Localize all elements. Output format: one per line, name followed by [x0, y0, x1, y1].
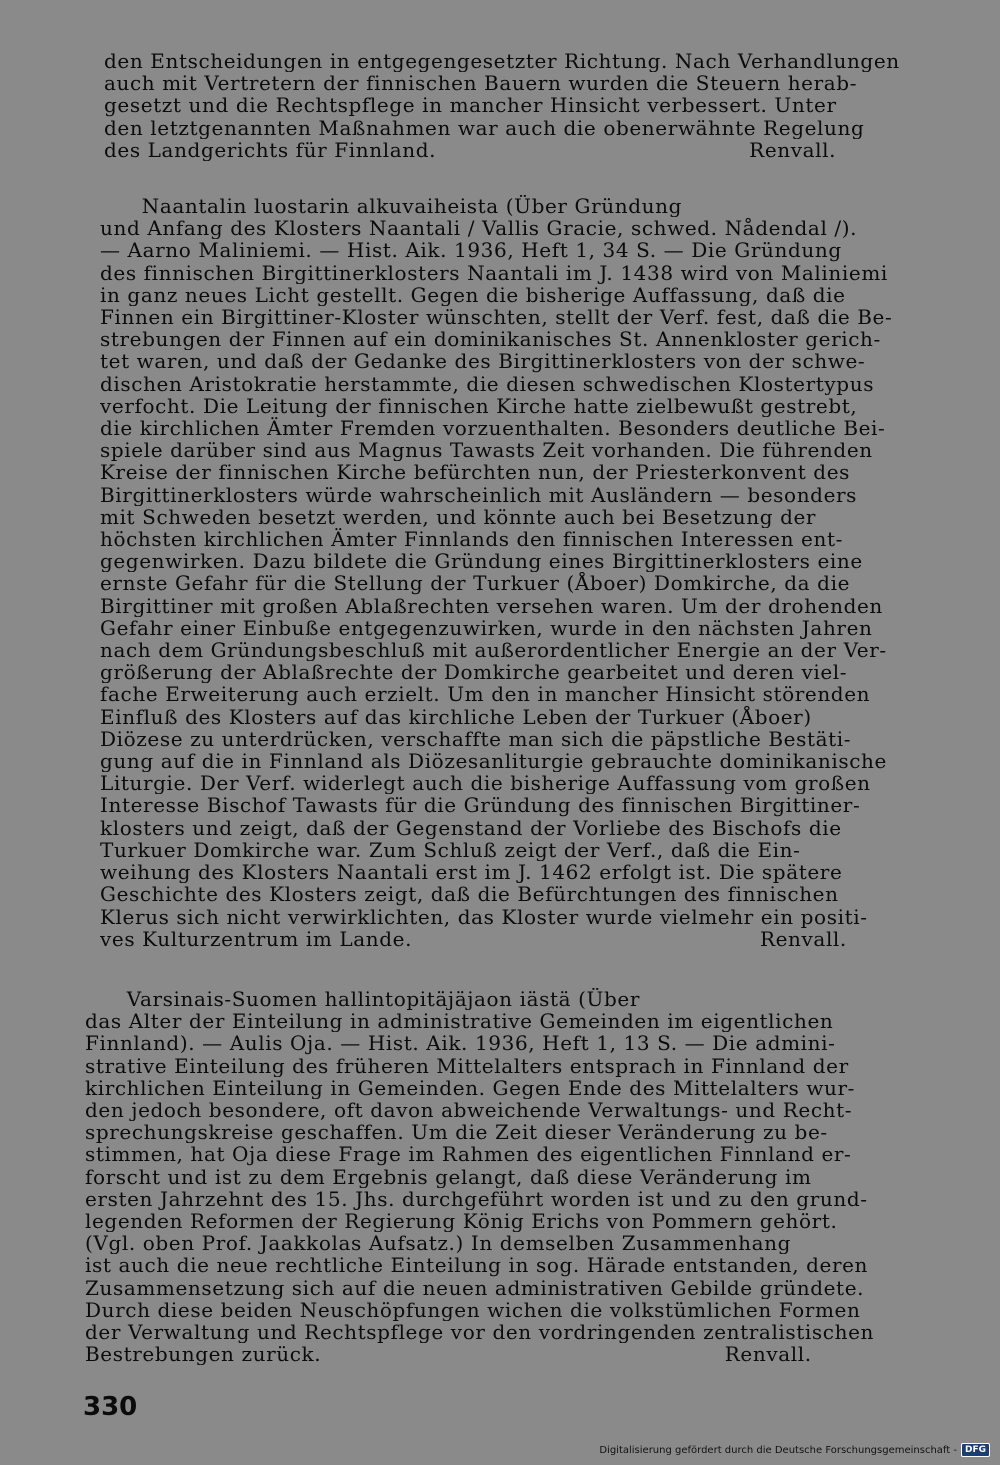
text-line: Liturgie. Der Verf. widerlegt auch die bisherige Auffassung vom großen — [100, 772, 871, 795]
text-line: Durch diese beiden Neuschöpfungen wichen die volkstümlichen Formen — [85, 1298, 861, 1322]
text-line: Diözese zu unterdrücken, verschaffte man sich die päpstliche Bestäti- — [100, 727, 852, 751]
text-line: Varsinais-Suomen hallintopitäjäjaon iästä (Über — [85, 988, 640, 1011]
text-line: Kreise der finnischen Kirche befürchten nun, der Priesterkonvent des — [100, 461, 850, 484]
text-line: des Landgerichts für Finnland. Renvall. — [104, 138, 837, 162]
text-line: mit Schweden besetzt werden, und könnte auch bei Besetzung der — [100, 505, 817, 529]
text-line: den jedoch besondere, oft davon abweichende Verwaltungs- und Recht- — [85, 1099, 853, 1122]
text-line: kirchlichen Einteilung in Gemeinden. Gegen Ende des Mittelalters wur- — [85, 1076, 856, 1100]
text-line: Geschichte des Klosters zeigt, daß die Befürchtungen des finnischen — [100, 883, 839, 906]
text-line: tet waren, und daß der Gedanke des Birgittinerklosters von der schwe- — [100, 350, 866, 373]
text-line: Naantalin luostarin alkuvaiheista (Über Gründung — [100, 195, 683, 218]
text-line: klosters und zeigt, daß der Gegenstand der Vorliebe des Bischofs die — [100, 816, 842, 839]
text-line: dischen Aristokratie herstammte, die diesen schwedischen Klostertypus — [100, 372, 875, 395]
text-line: Birgittinerklosters würde wahrscheinlich mit Ausländern — besonders — [100, 483, 858, 506]
text-line: den Entscheidungen in entgegengesetzter Richtung. Nach Verhandlungen — [104, 50, 900, 73]
review-section — [100, 195, 950, 950]
text-line: gung auf die in Finnland als Diözesanliturgie gebrauchte dominikanische — [100, 750, 887, 773]
text-line: nach dem Gründungsbeschluß mit außerordentlicher Energie an der Ver- — [100, 639, 887, 662]
text-line: des finnischen Birgittinerklosters Naantali im J. 1438 wird von Maliniemi — [100, 261, 888, 284]
footer-text: Digitalisierung gefördert durch die Deutsche Forschungsgemeinschaft - — [599, 1444, 957, 1456]
text-line: (Vgl. oben Prof. Jaakkolas Aufsatz.) In demselben Zusammenhang — [85, 1232, 792, 1255]
text-line: die kirchlichen Ämter Fremden vorzuenthalten. Besonders deutliche Bei- — [100, 417, 886, 440]
text-line: das Alter der Einteilung in administrative Gemeinden im eigentlichen — [85, 1010, 834, 1033]
text-line: Finnen ein Birgittiner-Kloster wünschten, stellt der Verf. fest, daß die Be- — [100, 306, 893, 329]
dfg-logo-icon: DFG — [961, 1443, 990, 1457]
text-line: ersten Jahrzehnt des 15. Jhs. durchgeführt worden ist und zu den grund- — [85, 1187, 868, 1211]
text-line: höchsten kirchlichen Ämter Finnlands den finnischen Interessen ent- — [100, 528, 843, 551]
text-line: strative Einteilung des früheren Mittelalters entsprach in Finnland der — [85, 1054, 849, 1077]
text-line: stimmen, hat Oja diese Frage im Rahmen des eigentlichen Finnland er- — [85, 1143, 852, 1166]
text-line: ves Kulturzentrum im Lande. Renvall. — [100, 927, 847, 950]
review-section — [104, 50, 954, 161]
review-section — [85, 988, 935, 1365]
text-line: Klerus sich nicht verwirklichten, das Kloster wurde vielmehr ein positi- — [100, 905, 868, 928]
text-line: spiele darüber sind aus Magnus Tawasts Zeit vorhanden. Die führenden — [100, 439, 873, 462]
text-line: legenden Reformen der Regierung König Erichs von Pommern gehört. — [85, 1210, 838, 1233]
text-line: Birgittiner mit großen Ablaßrechten versehen waren. Um der drohenden — [100, 594, 883, 617]
text-line: Bestrebungen zurück. Renvall. — [85, 1343, 812, 1366]
text-line: größerung der Ablaßrechte der Domkirche gearbeitet und deren viel- — [100, 661, 848, 684]
digitization-footer — [599, 1443, 990, 1457]
text-line: ernste Gefahr für die Stellung der Turkuer (Åboer) Domkirche, da die — [100, 572, 850, 595]
text-line: der Verwaltung und Rechtspflege vor den vordringenden zentralistischen — [85, 1321, 874, 1344]
text-line: weihung des Klosters Naantali erst im J. 1462 erfolgt ist. Die spätere — [100, 861, 843, 884]
text-line: in ganz neues Licht gestellt. Gegen die bisherige Auffassung, daß die — [100, 283, 846, 307]
text-line: Einfluß des Klosters auf das kirchliche Leben der Turkuer (Åboer) — [100, 705, 812, 728]
text-line: ist auch die neue rechtliche Einteilung in sog. Härade entstanden, deren — [85, 1254, 869, 1277]
text-line: sprechungskreise geschaffen. Um die Zeit dieser Veränderung zu be- — [85, 1121, 828, 1144]
text-line: Gefahr einer Einbuße entgegenzuwirken, wurde in den nächsten Jahren — [100, 616, 873, 640]
text-line: strebungen der Finnen auf ein dominikanisches St. Annenkloster gerich- — [100, 328, 881, 351]
text-line: auch mit Vertretern der finnischen Bauern wurden die Steuern herab- — [104, 72, 858, 95]
page-number: 330 — [83, 1392, 138, 1422]
text-line: fache Erweiterung auch erzielt. Um den in mancher Hinsicht störenden — [100, 683, 871, 706]
text-line: — Aarno Maliniemi. — Hist. Aik. 1936, Heft 1, 34 S. — Die Gründung — [100, 239, 842, 262]
text-line: forscht und ist zu dem Ergebnis gelangt, daß diese Veränderung im — [85, 1165, 812, 1188]
text-line: Finnland). — Aulis Oja. — Hist. Aik. 1936, Heft 1, 13 S. — Die admini- — [85, 1032, 836, 1055]
text-line: und Anfang des Klosters Naantali / Vallis Gracie, schwed. Nådendal /). — [100, 217, 858, 240]
text-line: Zusammensetzung sich auf die neuen administrativen Gebilde gründete. — [85, 1276, 865, 1299]
text-line: verfocht. Die Leitung der finnischen Kirche hatte zielbewußt gestrebt, — [100, 394, 858, 418]
text-line: Interesse Bischof Tawasts für die Gründung des finnischen Birgittiner- — [100, 794, 861, 817]
text-line: gegenwirken. Dazu bildete die Gründung eines Birgittinerklosters eine — [100, 550, 863, 573]
text-line: gesetzt und die Rechtspflege in mancher Hinsicht verbessert. Unter — [104, 94, 837, 117]
text-line: Turkuer Domkirche war. Zum Schluß zeigt der Verf., daß die Ein- — [100, 838, 801, 862]
text-line: den letztgenannten Maßnahmen war auch die obenerwähnte Regelung — [104, 116, 865, 139]
